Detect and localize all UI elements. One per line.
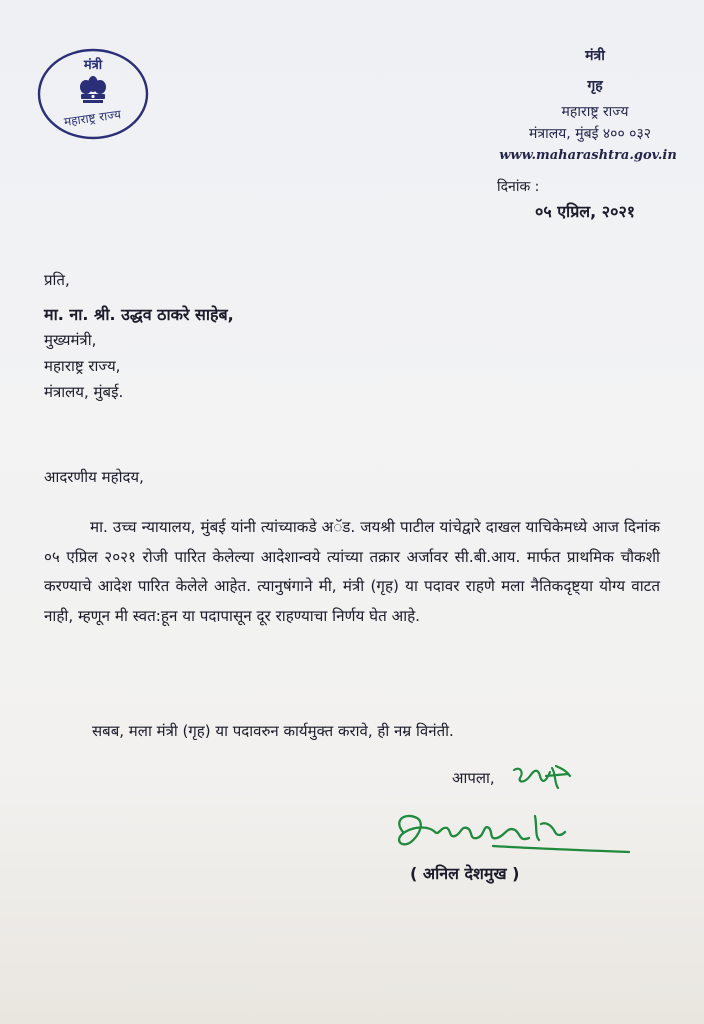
handwritten-note-graphic — [510, 762, 574, 792]
body-paragraph-1: मा. उच्च न्यायालय, मुंबई यांनी त्यांच्याकडे अॅड. जयश्री पाटील यांचेद्वारे दाखल याचिकेमध्ये आज दिनांक ०५ एप्रिल २०२१ रोजी पारित केलेल्या आदेशान्वये त्यांच्या तक्रार अर्जावर सी.बी.आय. मार्फत प्राथमिक चौकशी करण्याचे आदेश पारित केलेले आहेत. त्यानुषंगाने मी, मंत्री (गृह) या पदावर राहणे मला नैतिकदृष्ट्या योग्य वाटत नाही, म्हणून मी स्वत:हून या पदापासून दूर राहण्याचा निर्णय घेत आहे. — [44, 518, 660, 625]
sign-off: आपला, — [452, 769, 495, 787]
official-seal — [36, 47, 150, 141]
date-label: दिनांक : — [497, 179, 540, 195]
signature-graphic — [385, 802, 635, 862]
date-value: ०५ एप्रिल, २०२१ — [535, 202, 636, 221]
salutation: आदरणीय महोदय, — [44, 468, 144, 486]
letterhead-address: मंत्रालय, मुंबई ४०० ०३२ — [528, 126, 652, 142]
letterhead-website: www.maharashtra.gov.in — [499, 148, 677, 163]
seal-bottom-text: महाराष्ट्र राज्य — [63, 107, 122, 129]
letterhead-state: महाराष्ट्र राज्य — [561, 104, 629, 120]
letterhead-department: गृह — [587, 78, 603, 94]
ashoka-emblem-icon — [80, 76, 106, 103]
recipient-name: मा. ना. श्री. उद्धव ठाकरे साहेब, — [44, 305, 234, 324]
recipient-prefix: प्रति, — [44, 271, 70, 289]
letterhead-title: मंत्री — [585, 48, 605, 64]
recipient-state: महाराष्ट्र राज्य, — [44, 357, 121, 375]
seal-graphic — [36, 47, 150, 141]
body-paragraph-2: सबब, मला मंत्री (गृह) या पदावरुन कार्यमुक्त करावे, ही नम्र विनंती. — [92, 722, 454, 740]
recipient-designation: मुख्यमंत्री, — [44, 331, 97, 349]
seal-top-text: मंत्री — [83, 58, 103, 73]
signatory-name: ( अनिल देशमुख ) — [410, 864, 520, 883]
recipient-address: मंत्रालय, मुंबई. — [44, 383, 124, 401]
